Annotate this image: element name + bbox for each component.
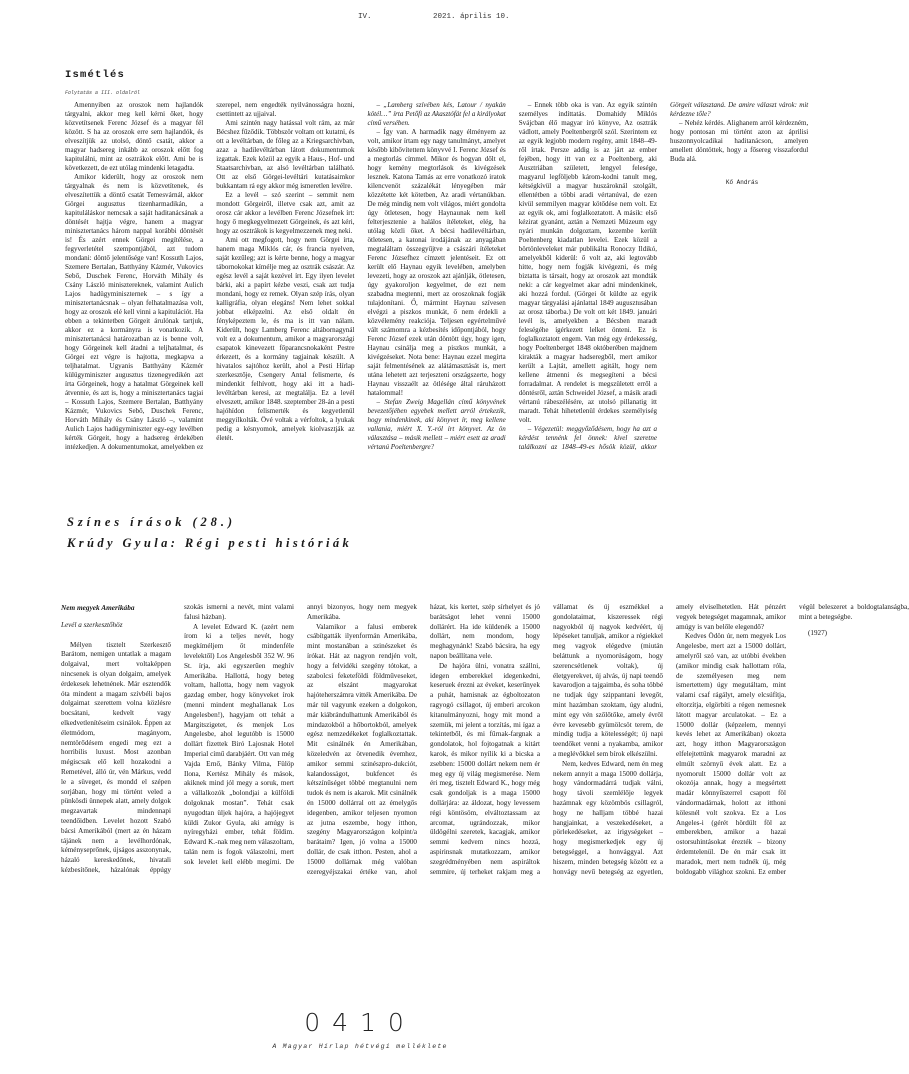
interviewer-question: – Stefan Zweig Magellán című könyvének bevezetőjében egyebek mellett arról értekezik, hogy mindenkinek, aki könyvet ír, meg kellene vallania, miért X. Y.-ról írt könyvet. Az ön választása – másik mellett – miért esett az aradi vértanú Poeltenbergre? [367, 398, 506, 451]
author-signature: Kő András [725, 179, 759, 186]
story-title: Krúdy Gyula: Régi pesti históriák [67, 536, 353, 550]
article-paragraph: Amennyiben az oroszok nem hajlandók tárgyalni, akkor meg kell kérni őket, hogy közvetítsenek Ferenc József és a magyar fél között. S ha az oroszok erre sem hajlandók, és elveszítjük az utolsó, döntő csatát, akkor a magyar hadsereg inkább az oroszok előtt fog kapitulálni, mint az osztrákok előtt. Ami be is következett, de ezt utólag mindenki letagadta. [65, 101, 204, 172]
story-lead-title: Nem megyek Amerikába [61, 603, 135, 612]
series-kicker: Színes írások (28.) [67, 515, 236, 529]
issue-date: 2021. április 10. [433, 13, 510, 21]
story-body [61, 603, 909, 881]
story-paragraph: Valamikor a falusi emberek csábítgatták ilyenformán Amerikába, mint mostanában a szinészeket és írókat. Hát az nagyon rendjén volt, hogy a felvidéki szegény tótokat, a szabolcsi feketeföldi földműveseket, az elszánt magyarokat hajóteherszámra vitték Amerikába. De már túl vagyunk ezeken a dolgokon, már kiábrándulhattunk Amerikából és mindazokból a hőbortokból, amelyek egész nemzedékeket foglalkoztattak. Mit csinálnék én Amerikában, közeledvén az ötvenedik évemhez, amikor semmi szinészpro-dukciót, kalandosságot, bukfencet és kétszínűséget többé megtanulni nem tudok és nem is akarok. Mit csinálnék én 15000 dollárral ott az émelygős idegenben, amikor teljesen nyomon az jutna eszembe, hogy itthon, szegény Magyarországon kolpint/a barátaim? Igen, jó volna a 15000 dollár, de csak itthon. Pesten, ahol a 15000 dollárnak még valóban ezeregyéjszakai értéke van, ahol házat, kis kertet, szép sírhelyet és jó barátságot lehet venni 15000 dollárért. Ha ide küldenék a 15000 dollárt, nem mondom, hogy meghagynánk! Szabó bácsira, ha egy napon beállítana vele. [307, 603, 540, 876]
interviewer-question: – Végezetül: meggyőződésem, hogy ha azt a kérdést tennénk fel önnek: kível szeretne találkozni az 1848–49-es hősök közül, akkor Görgeit választaná. De amire választ várok: mit kérdezne tőle? [518, 101, 809, 451]
issue-number: IV. [358, 13, 372, 21]
page-number: 0410 [304, 1008, 416, 1037]
article-paragraph: Ez a levél – szó szerint – semmit nem mondott Görgeiről, illetve csak azt, amit az orosz cár akkor a levélben Ferenc Józsefnek írt: hogy ő megkegyelmezett Görgeinek, és azt kéri, hogy az osztrákok is kegyelmezzenek meg neki. [216, 191, 355, 235]
section-title-ismetles: Ismétlés [65, 69, 126, 81]
article-paragraph: Ami ott megfogott, hogy nem Görgei írta, hanem maga Miklós cár, és francia nyelven, saját kezűleg; azt is kérte benne, hogy a magyar tábornokokat kímélje meg az osztrák császár. Az egész levél a saját kezével írt. Egy ilyen levelet bárki, aki a papírt kézbe veszi, csak azt tudja mondani, hogy ez remek. Olyan szép írás, olyan kalligráfia, olyan elegáns! Nem lehet sokkal jobbat elképzelni. Az első oldalt én fényképeztem le, és ma is itt van nálam. Kiderült, hogy Lamberg Ferenc altábornagynál volt ez a dokumentum, amikor a magyarországi csapatok kinevezett főparancsnokaként Pestre érkezett, és a kormány tagjainak készült. A hivatalos sajtóhoz került, ahol a Pesti Hírlap szerkesztője, Csengery Antal felismerte, és mindenkit felhívott, hogy aki itt a hadi-levéltárban keresi, az megtalálja. Ez a levél elveszett, amikor 1848. szeptember 28-án a pesti hajóhídon felismerték és kegyetlenül meggyilkolták. Övé voltak a vérfoltok, a lyukak pedig a késnyomok, amelyek kiolvasztják az életét. [216, 236, 355, 442]
article-paragraph: Amikor kiderült, hogy az oroszok nem tárgyalnak és nem is közvetítenek, és elveszítettük a döntő csatát Temesvárnál, akkor Görgei augusztus tizenharmadikán, a kapituláláskor nemcsak a saját haditanácsának a döntését hajtja végre, hanem a magyar minisztertanács három nappal korábbi döntését is! És azért ennek Görgei megítélése, a fegyverletétel szempontjából, azt tudom mondani: döntő jelentősége van! Kossuth Lajos, Szemere Bertalan, Batthyány Kázmér, Vukovics Sebő, Duschek Ferenc, Horváth Mihály és Csány László minisztereknek, valamint Aulich Lajos hadügyminiszternek – s így a minisztertanácsnak – olyan felhatalmazása volt, hogy az oroszok elé kell vinni a kapitulációt. Ha ebben a tekintetben Görgeit árulónak tartjuk, akkor ez a kormányra is vonatkozik. A minisztertanácsi határozatban az is benne volt, hogy Görgeinek kell átadni a teljhatalmat, és Görgei ezt végre is hajtotta, megkapva a teljhatalmat. Ugyanis Batthyány Kázmér külügyminiszter augusztus tizenegyedikén azt írta Görgeinek, hogy a hatalmat Görgeinek kell átvennie, és azt is, hogy a minisztertanács tagjai – Kossuth Lajos, Szemere Bertalan, Batthyány Kázmér, Vukovics Sebő, Duschek Ferenc, Horváth Mihály és Csány László –, valamint Aulich Lajos hadügyminiszter egy-egy levélben kérték Görgeit, hogy a hadsereg érdekében intézkedjen. A dokumentumokat, amelyekben ez szerepel, nem engedték nyilvánosságra hozni, csettintett az ujjaival. [65, 101, 355, 451]
story-paragraph: Nem, kedves Edward, nem én meg nekem annyit a maga 15000 dollárja, hogy vándormadárrá tudjak válni, hogy távoli szemlélője legyek hazámnak egy közömbös csillagról, hogy ne halljam többé hazai hangjainkat, a veszekedéseket, a pörlekedéseket, az irigységeket – hogy megismerkedjek egy új betegséggel, a honvággyal. Azt hiszem, minden betegség között ez a honvágy nevű betegség az egyetlen, amely elviselhetetlen. Hát pénzért vegyek betegséget magamnak, amikor amúgy is van belőle elegendő? [553, 603, 786, 876]
interviewer-question: – „Lamberg szívében kés, Latour / nyakán kötél…” írta Petőfi az Akasztófát fel a királyokat című versében. [367, 101, 506, 127]
story-lead-subtitle: Levél a szerkesztőhöz [61, 620, 123, 629]
article-paragraph: – Ennek több oka is van. Az egyik szintén személyes indíttatás. Domahidy Miklós Svájcban élő magyar író könyve, Az osztrák vádlott, amely Poeltenbergről szól. Szerintem ez az egyik legjobb modern regény, amit 1848–49-ről írtak. Persze addig is az járt az ember fejében, hogy itt van ez a Poeltenberg, aki Ausztriában született, lengyel felesége, magyarul legföljebb károm-kodni tanult meg, kétségkívül a magyar huszároknál szolgált, ellentétben a többi aradi vértanúval, de ezen kívül semmilyen magyar kötődése nem volt. Ez az egyik ok, ami foglalkoztatott. A másik: első kézirat gyanánt, aztán a Nemzeti Múzeum egy nyári munkán dolgoztam, kezembe került Poeltenberg kiadatlan levelei. Ezek közül a börtönleveleket már publikálta Ronoczy Ildikó, amelyekből kiderül: ő volt az, aki legtovább hitte, hogy nem fogják kivégezni, és még biztatta is társait, hogy az oroszok azt mondták neki: a cár kegyelmet akar adni mindenkinek, aki hozzá fordul. (Görgei őt küldte az egyik magyar tárgyalási ajánlattal 1849 augusztusában az orosz táborba.) De volt ott két 1849. januári levél is, amelyekben a Bécsben maradt feleségéhe ígérkezett lelket önteni. Ez is foglalkoztatott engem. Van még egy érdekesség, hogy Poeltenberget 1848 októberében majdnem kirakták a magyar hadseregből, mert amikor került a Lajtát, amellett agitált, hogy nem kellene átmenni és megsegíteni a bécsi forradalmat. A rendelet is megszületett erről a döntésről, aztán Schweidel József, a másik aradi vértanú rábeszélésére, az utolsó pillanatig itt maradt. Tehát hihetetlenül érdekes személyiség volt. [518, 101, 657, 424]
story-paragraph: Kedves Ödön úr, nem megyek Los Angelesbe, mert azt a 15000 dollárt, amelyről szó van, az utóbbi években (amikor mindig csak hallottam róla, de személyesen meg nem ismertettem) úgy megutáltam, mint valami csaf rágályt, amely elcsúfítja, eltorzítja, elgörbíti a régen nemesnek látott magyar arculatokat. – Ez a 15000 dollár (képzelem, mennyi kevés lehet az Amerikában) okozta azt, hogy itthon Magyarországon elfelejtettünk magyarok maradni az elmúlt szörnyű évek alatt. Ez a nyomorult 15000 dollár volt az okozója annak, hogy a megsértett madár könnyűszerrel csapott föl vándormadárnak, holott az itthoni kölesnél volt szokva. Ez a Los Angeles-i (gérét hördült föl az emberekben, amikor a hazai ostorsuhintásokat érezték – bizony érdemtelenül. De én már csak itt maradok, mert nem tudnék új, még boldogabb világhoz szokni. Ez ember végül beleszeret a boldogtalanságba, mint a betegségbe. [676, 603, 909, 876]
article-paragraph: Ami szintén nagy hatással volt rám, az már Bécshez fűződik. Többször voltam ott kutatni, és ott a levéltárban, de főleg az a Kriegsarchivban, azaz a hadilevéltárban látott dokumentumok izgattak. Ezek közül az egyik a Haus-, Hof- und Staatsarchivban, az alsó levéltárban található. Ott az első Görgei-levéltári kutatásaimkor bukkantam rá egy akkor még ismeretlen levélre. [216, 119, 355, 190]
article-paragraph: – Így van. A harmadik nagy élményem az volt, amikor írtam egy nagy tanulmányt, amelyet később kibővítettem könyvvé I. Ferenc József és a megtorlás címmel. Mikor és hogyan dőlt el, hogy kemény megtorlások és kivégzések lesznek. Katona Tamás az erre vonatkozó iratok kilencvenöt százalékát lényegében már közzétette két kötetben, Az aradi vértanúkban. De még mindig nem volt világos, miért gondolta úgy ötletesen, hogy Haynaunak nem kell felterjesztenie a halálos ítéleteket, elég, ha utólag közli őket. A bécsi hadilevéltárban, ötletesen, a katonai irodájának az anyagában megtaláltam összegyűjtve a császári ítéleteket Ferenc Józsefhez címzett jelentéseit. Ez ott került elő Haynau egyik levelében, amelyben levezeti, hogy az oroszok azt ajánlják, ötletesen, úgy gyakoroljon kegyelmet, de ezt nem szabadna megtenni, mert az oroszoknak fogják tulajdonítani. Ő, mármint Haynau szívesen elvégzi a piszkos munkát, ő nem érdekli a közvélemény reakciója. Teljesen egyértelművé vált számomra a kézbesítés időpontjából, hogy Ferenc József ezek után döntött úgy, hogy igen, Haynau csinálja meg a piszkos munkát, a kivégzéseket. Nota bene: Haynau ezzel megírta saját felmentésének az alátámasztását is, mert utána lehetett azt terjeszteni országszerte, hogy Haynau visszaélt az ötlésége által ráruházott hatalommal! [367, 128, 506, 397]
story-paragraph: Mélyen tisztelt Szerkesztő Barátom, nemigen untatlak a magam dolgaival, mert voltaképpen nincsenek is olyan dolgaim, amelyek érdekesek lehetnének. Már esztendők óta mindent a magam szívbéli bajos dolgaimat szerettem volna közlésre bocsátani, kedvelt vagy elkedvetlenítéseim csinálok. Éppen az életmódom, magányom, nemtörődésem engedi meg ezt a horribilis luxust. Most azonban mégiscsak elő kell hozakodni a Remetével, álló úr, vén Márkus, vedd le a süveget, és mondd el szépen sorjában, hogy mi történt veled a pünkösdi ünnepek alatt, amely dolgok megzavartak mindennapi teendőidben. Levelet hozott Szabó bácsi Amerikából (mert az én házam tájánek nem a levélhordónak, kéményseprőnek, újságos asszonynak, házaló kereskedőnek, hivatali kézbesítőnek, házalónak éppúgy szokás ismerni a nevét, mint valami falusi házban). [61, 603, 294, 874]
story-paragraph: De hajóra ülni, vonatra szállni, idegen emberekkel idegenkedni, keseruek érezni az éveket, keserűnyek a puhát, hamisnak az égboltozaton ragyogó csillagot, új emberi arcokon kitanulmányozni, hogy mit mond a szemük, mi jelent a torzítás, mi ígaz a tekintetből, és mi fűrnak-fargnak a gondolatok, hol fojtogatnak a kitárt karok, és mikor nyílik ki a bicska a zsebben: 15000 dollárt nekem nem ér meg egy új világ megismerése. Nem éri meg, tisztelt Edward K., hogy még csak gondoljak is a maga 15000 dollárjára: az áldozat, hogy levessem régi köntösöm, elváltoztassam az arcomat, ugrándozzak, mikor üldögélni szeretek, kacagjak, amikor semmi kedvem nincs hozzá, aspirinsnak mutatkozzam, amikor szegrédményében nem aspiráltok semmire, új terheket rakjam meg a vállamat és új eszmékkel a gondolataimat, kiszeressek régi nagyokból új nagyok kedvéért, új lépéseket tanuljak, amikor a régiekkel meg vagyok elégedve (miután beláttunk a nyomorúságom, hogy szerencsétlenek voltak), új életgyerekvet, új alvás, új napi teendő kavarodjon a tajgaimba, és soha többé ne tudjak úgy szippantani levegőt, mint hazámban szoktam, úgy aludni, mint egy vén szőlőtőke, amely évről évre kevesebb gyümölcsöt terem, de mindig tudja a kötelességét; új napi teendőket venni a nyakamba, amikor a meglévőkkel sem bírok elkészülni. [430, 603, 663, 876]
page-header [0, 13, 720, 27]
story-paragraph: A levelet Edward K. (azért nem írom ki a teljes nevét, hogy megkíméljem őt mindenféle levelektől) Los Angelesből 352 W. 96 St. írja, aki egyszerűen meghív Amerikába. Hallottá, hogy beteg voltam, hallotta, hogy nem vagyok gazdag ember, hogy könyveket írok (menni mindent meghallanak Los Angelesben!), hagyjam ott tehát a Margitszigetet, és menjek Los Angelesbe, ahol legutóbb is 15000 dollárt fizettek Biró Lajosnak Hotel Imperial című darabjáért. Ott van még Vajda Ernő, Bánky Vilma, Fülöp Ilona, Kertész Mihály és mások, akiknek mind jól megy a soruk, mert a vállalkozók „bolondjai a külföldi dolgoknak mostan”. Tehát csak nyugodtan üljek hajóra, a hajójegyet küldi Zukor Gyula, aki amúgy is nyíregyházi ember, tehát földim. Edward K.-nak meg nem válaszoltam, talán nem is fogok válaszolni, mert sok levelet kell elébb megírni. De annyi bizonyos, hogy nem megyek Amerikába. [184, 603, 417, 866]
continuation-note: Folytatás a III. oldalról [65, 90, 141, 96]
supplement-caption: A Magyar Hírlap hétvégi melléklete [272, 1043, 448, 1050]
article-paragraph: – Nehéz kérdés. Alighanem arról kérdezném, hogy pontosan mi történt azon az áprilisi huszonnyolcadikai haditanácson, amelyen amellett döntöttek, hogy a fősereg visszafordul Buda alá. [670, 119, 809, 163]
story-year: (1927) [808, 628, 828, 637]
interview-article-body [65, 101, 809, 453]
